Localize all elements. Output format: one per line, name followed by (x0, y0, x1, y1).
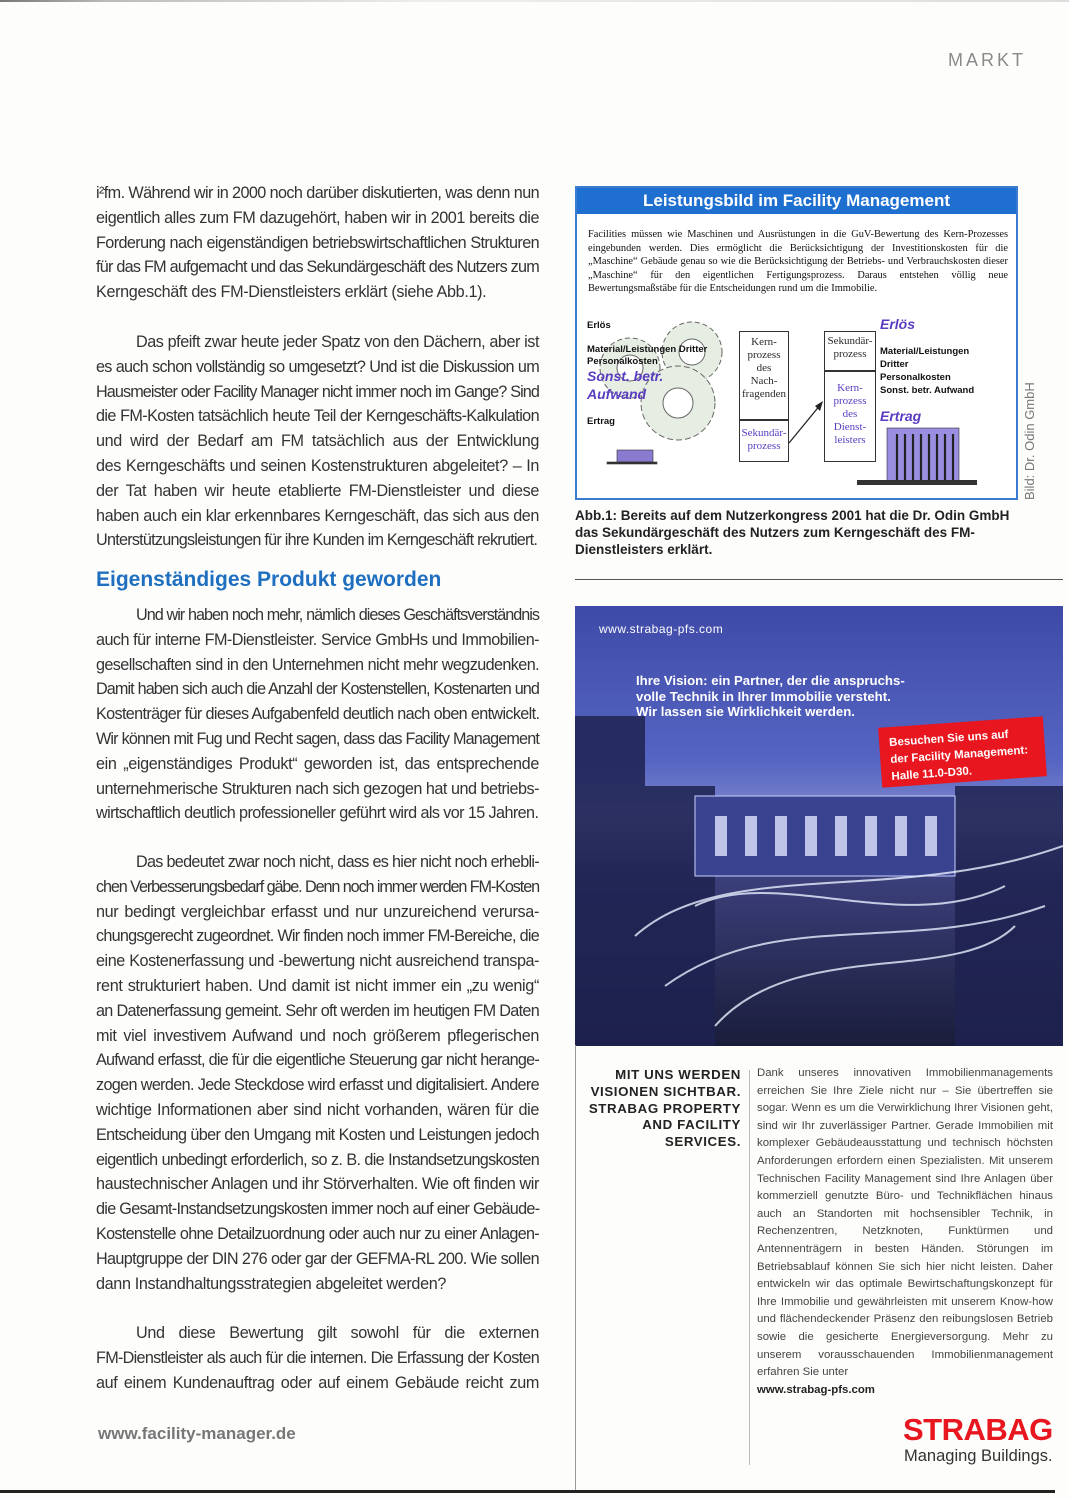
box-sekundaerprozess-right: Sekundär- prozess (824, 331, 876, 371)
paragraph (96, 330, 539, 553)
right-personal: Personalkosten (880, 372, 951, 383)
text-line: ein „eigenständiges Produkt“ geworden ist, das entsprechende (96, 754, 539, 773)
text-line: rent strukturiert haben. Und damit ist nicht immer ein „zu wenig“ (96, 976, 539, 995)
figure-title: Leistungsbild im Facility Management (577, 188, 1016, 214)
figure-caption: Abb.1: Bereits auf dem Nutzerkongress 2001 hat die Dr. Odin GmbH das Sekundärgeschäft des Nutzers zum Kerngeschäft des FM-Dienstleisters erklärt. (575, 508, 1010, 557)
left-sonst: Sonst. betr. (587, 368, 664, 384)
text-line: Forderung nach eigenständigen betriebswirtschaftlichen Strukturen (96, 233, 539, 252)
right-ertrag: Ertrag (880, 408, 922, 424)
text-line: Kostenträger für dieses Aufgabenfeld deutlich nach oben entwickelt. (96, 705, 540, 724)
text-line: wirtschaftlich deutlich professioneller geführt wird als vor 15 Jahren. (96, 804, 539, 823)
ad-body-link[interactable]: www.strabag-pfs.com (757, 1383, 875, 1396)
text-line: Aufwand erfasst, die für die eigentliche Steuerung gar nicht herange- (96, 1051, 539, 1070)
text-line: unternehmerische Strukturen nach sich gezogen hat und betriebs- (96, 779, 539, 798)
text-line: an Datenerfassung gemeint. Sehr oft werden im heutigen FM Daten (96, 1001, 539, 1020)
text-line: Entscheidung über den Umgang mit Kosten und Leistungen jedoch (96, 1125, 539, 1144)
ad-url[interactable]: www.strabag-pfs.com (599, 622, 724, 636)
text-line: haustechnischer Anlagen und ihr Störverhalten. Wie oft finden wir (96, 1175, 539, 1194)
text-line: auch für interne FM-Dienstleister. Service GmbHs und Immobilien- (96, 630, 539, 649)
text-line: der Tat haben wir heute etablierte FM-Dienstleister und diese (96, 481, 539, 500)
box-kernprozess-nachfragenden: Kern- prozess des Nach- fragenden (739, 331, 789, 420)
bottom-rule (0, 1490, 1055, 1493)
building-light-illustration (575, 606, 1063, 1046)
badge-line: der Facility Management: (889, 744, 1029, 767)
text-line: es auch schon vollständig so umgesetzt? Und ist die Diskussion um (96, 357, 539, 376)
text-line: mit viel investivem Aufwand und noch größerem pflegerischen (96, 1026, 539, 1045)
text-line: die FM-Kosten tatsächlich heute Teil der Kerngeschäfts-Kalkulation (96, 407, 539, 426)
text-line: nur bedingt vergleichbar erfasst und nur unzureichend verursa- (96, 902, 539, 921)
text-line: Und wir haben noch mehr, nämlich dieses Geschäftsverständnis (136, 606, 539, 624)
box-kernprozess-dienstleisters: Kern- prozess des Dienst- leisters (824, 371, 876, 462)
text-line: dann Instandhaltungsstrategien abgeleitet werden? (96, 1274, 447, 1293)
figure-text: Facilities müssen wie Maschinen und Ausrüstungen in die GuV-Bewertung des Kern-Prozesses eingebunden werden. Dies ermöglicht die Berücksichtigung der Investitionskosten für die „Maschine“ Gebäude genau so wie die Berücksichtigung der Betriebs- und Verbrauchskosten dieser „Maschine“ für den eigentlichen Fertigungsprozess. Daraus entstehen völlig neue Bewertungsmaßstäbe für die Entscheidungen rund um die Immobilie. (588, 229, 1008, 295)
text-line: chen Verbesserungsbedarf gäbe. Denn noch immer werden FM-Kosten (96, 877, 539, 896)
ad-separator (749, 1070, 750, 1465)
slogan-line: VISIONEN SICHTBAR. (590, 1083, 741, 1099)
slogan-line: AND FACILITY (642, 1117, 741, 1133)
text-line: gesellschaften sind in den Unternehmen nicht mehr wegzudenken. (96, 655, 539, 674)
text-line: und wird der Bedarf am FM tatsächlich aus der Entwicklung (96, 432, 539, 451)
text-line: die Gesamt-Instandsetzungskosten immer noch auf einer Gebäude- (96, 1200, 540, 1219)
badge-line: Halle 11.0-D30. (891, 765, 973, 783)
ad-headline-line: Wir lassen sie Wirklichkeit werden. (636, 704, 855, 719)
paragraph (96, 1321, 539, 1395)
text-line: FM-Dienstleister als auch für die internen. Die Erfassung der Kosten (96, 1348, 539, 1367)
text-line: Hauptgruppe der DIN 276 oder gar der GEFMA-RL 200. Wie sollen (96, 1249, 539, 1268)
text-line: zogen werden. Jede Steckdose wird erfasst und digitalisiert. Andere (96, 1076, 539, 1095)
paragraph (96, 850, 539, 1296)
text-line: Damit haben sich auch die Anzahl der Kostenstellen, Kostenarten und (96, 680, 539, 699)
paragraph (96, 181, 539, 305)
slogan-line: MIT UNS WERDEN (615, 1067, 741, 1082)
paragraph (96, 603, 539, 826)
ad-visit-badge (878, 716, 1047, 787)
divider (575, 579, 1063, 580)
text-line: auf einem Kundenauftrag oder auf einem Gebäude reicht zum (96, 1373, 539, 1392)
figure-box (575, 186, 1018, 500)
logo-tagline: Managing Buildings. (904, 1447, 1053, 1465)
top-rule (0, 0, 1069, 2)
right-sonst: Sonst. betr. Aufwand (880, 385, 975, 396)
text-line: Unterstützungsleistungen für ihre Kunden im Kerngeschäft rekrutiert. (96, 531, 538, 550)
text-line: Und diese Bewertung gilt sowohl für die externen (136, 1324, 539, 1342)
text-line: i²fm. Während wir in 2000 noch darüber diskutierten, was denn nun (96, 184, 539, 202)
text-line: Hausmeister oder Facility Manager nicht immer noch im Gange? Sind (96, 382, 539, 401)
strabag-ad-image[interactable] (575, 606, 1063, 1046)
section-header: MARKT (948, 50, 1026, 70)
image-credit: Bild: Dr. Odin GmbH (1022, 382, 1037, 500)
office-building-icon (857, 420, 992, 492)
text-line: Das pfeift zwar heute jeder Spatz von den Dächern, aber ist (136, 333, 539, 351)
text-line: Kerngeschäft des FM-Dienstleisters erklärt (siehe Abb.1). (96, 283, 487, 302)
box-sekundaerprozess: Sekundär- prozess (739, 420, 789, 462)
text-line: chungsgerecht zugeordnet. Wir finden noch immer FM-Bereiche, die (96, 927, 539, 946)
left-ertrag: Ertrag (587, 416, 615, 427)
ad-body-text: Dank unseres innovativen Immobilienmanagements erreichen Sie Ihre Ziele nicht nur – Sie übertreffen sie sogar. Wenn es um die Verwirklichung Ihrer Visionen geht, sind wir Ihr zuverlässiger Partner. Gerade Immobilien mit komplexer Gebäudeausstattung und technisch höchsten Anforderungen erfordern einen Spezialisten. Mit unserem Technischen Facility Management sind Ihre Anlagen über kommerziell genutzte Büro- und Technikflächen hinaus auch an Standorten mit hochsensibler Technik, in Rechenzentren, Netzknoten, Funktürmen und Antennenträgern in besten Händen. Störungen im Betriebsablauf können Sie sich hier nicht leisten. Daher entwickeln wir das optimale Bewirtschaftungskonzept für Ihre Immobilie und gewährleisten mit unserem Know-how und flächendeckender Präsenz den reibungslosen Betrieb sowie die gesicherte Energieversorgung. Mehr zu unserem vorausschauenden Immobilienmanagement erfahren Sie unter (757, 1067, 1053, 1379)
text-line: für das FM aufgemacht und das Sekundärgeschäft des Nutzers zum (96, 258, 539, 277)
text-line: eigentlich alles zum FM dazugehört, haben wir in 2001 bereits die (96, 208, 539, 227)
ad-headline-line: volle Technik in Ihrer Immobilie versteht. (636, 688, 891, 704)
right-erloes: Erlös (880, 316, 916, 332)
text-line: haben auch ein klar erkennbares Kerngeschäft, das sich aus den (96, 506, 539, 525)
left-personal: Personalkosten (587, 356, 658, 367)
ad-slogan (580, 1067, 741, 1151)
strabag-logo[interactable]: STRABAG (903, 1412, 1053, 1447)
text-line: eigentlich unbedingt erforderlich, so z. B. die Instandsetzungskosten (96, 1150, 539, 1169)
arrow-icon (787, 398, 827, 448)
left-aufwand: Aufwand (587, 386, 647, 402)
left-material: Material/Leistungen Dritter (587, 344, 708, 355)
footer-url[interactable]: www.facility-manager.de (98, 1424, 296, 1443)
ad-body (757, 1065, 1053, 1399)
badge-line: Besuchen Sie uns auf (888, 728, 1009, 750)
text-line: eine Kostenerfassung und -bewertung nicht ausreichend transpa- (96, 952, 539, 971)
ad-headline (636, 673, 905, 720)
right-dritter: Dritter (880, 359, 909, 370)
ad-border (575, 1045, 576, 1490)
text-line: Wir können mit Fug und Recht sagen, dass das Facility Management (96, 729, 539, 748)
text-line: Kostenstelle ohne Detailzuordnung oder auch nur zu einer Anlagen- (96, 1224, 539, 1243)
slogan-line: STRABAG PROPERTY (588, 1100, 741, 1116)
left-erloes: Erlös (587, 320, 611, 331)
ad-headline-line: Ihre Vision: ein Partner, der die anspruchs- (636, 673, 905, 688)
slogan-line: SERVICES. (664, 1134, 741, 1150)
text-line: Das bedeutet zwar noch nicht, dass es hier nicht noch erhebli- (136, 853, 539, 871)
subheading: Eigenständiges Produkt geworden (96, 568, 442, 591)
text-line: des Kerngeschäfts und seinen Kostenstrukturen abgeleitet? – In (96, 456, 539, 475)
right-material: Material/Leistungen (880, 346, 970, 357)
text-line: wichtige Informationen aber sind nicht vorhanden, wären für die (96, 1100, 539, 1119)
